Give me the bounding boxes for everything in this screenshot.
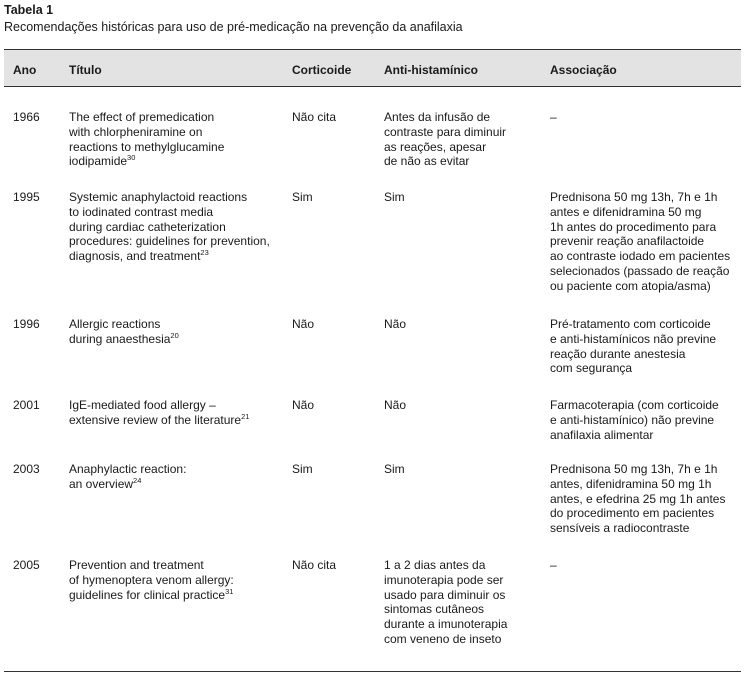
cell-ano: 1966 <box>13 110 40 124</box>
cell-line: diagnosis, and treatment <box>69 249 201 264</box>
cell-antihistaminico <box>384 110 506 169</box>
cell-corticoide: Não <box>292 398 315 412</box>
cell-associacao <box>550 558 557 573</box>
cell-line: imunoterapia pode ser <box>384 572 504 587</box>
cell-line: guidelines for clinical practice <box>69 587 226 602</box>
cell-line: selecionados (passado de reação <box>550 263 730 278</box>
cell-line: Allergic reactions <box>69 317 161 331</box>
cell-antihistaminico <box>384 317 406 332</box>
cell-associacao <box>550 190 730 294</box>
cell-associacao <box>550 398 719 442</box>
cell-associacao <box>550 317 716 376</box>
cell-line: sensíveis a radiocontraste <box>550 521 690 536</box>
table-caption: Recomendações históricas para uso de pré-medicação na prevenção da anafilaxia <box>4 20 463 34</box>
cell-line: Systemic anaphylactoid reactions <box>69 190 248 204</box>
reference-superscript: 24 <box>133 475 142 485</box>
reference-superscript: 20 <box>170 330 179 340</box>
cell-line: do procedimento em pacientes <box>550 506 715 521</box>
cell-antihistaminico <box>384 190 405 205</box>
cell-line: Prednisona 50 mg 13h, 7h e 1h <box>550 462 718 476</box>
cell-titulo <box>69 317 179 347</box>
header-corticoide: Corticoide <box>292 63 352 77</box>
cell-line: with chlorpheniramine on <box>69 124 203 139</box>
cell-ano: 2001 <box>13 398 40 412</box>
cell-titulo <box>69 558 234 602</box>
cell-line: Antes da infusão de <box>384 110 491 124</box>
cell-line: – <box>550 110 557 124</box>
cell-corticoide: Sim <box>292 190 313 204</box>
cell-line: contraste para diminuir <box>384 124 507 139</box>
table-label: Tabela 1 <box>4 3 54 17</box>
table-bottom-rule <box>4 671 741 672</box>
cell-line: Prednisona 50 mg 13h, 7h e 1h <box>550 190 718 204</box>
header-antihistaminico: Anti-histamínico <box>384 63 479 77</box>
cell-line: prevenir reação anafilactoide <box>550 234 705 249</box>
cell-titulo <box>69 190 270 264</box>
cell-line: during anaesthesia <box>69 331 171 346</box>
cell-titulo <box>69 462 186 492</box>
cell-line: ou paciente com atopia/asma) <box>550 278 711 293</box>
cell-antihistaminico <box>384 558 507 647</box>
cell-line: procedures: guidelines for prevention, <box>69 234 270 249</box>
cell-line: of hymenoptera venom allergy: <box>69 572 234 587</box>
reference-superscript: 31 <box>225 586 234 596</box>
cell-line: Farmacoterapia (com corticoide <box>550 398 719 412</box>
cell-line: 1 a 2 dias antes da <box>384 558 486 572</box>
cell-line: 1h antes do procedimento para <box>550 219 717 234</box>
cell-antihistaminico <box>384 398 406 413</box>
cell-line: as reações, apesar <box>384 139 487 154</box>
cell-line: antes e difenidramina 50 mg <box>550 204 702 219</box>
cell-ano: 1995 <box>13 190 40 204</box>
reference-superscript: 30 <box>127 153 136 163</box>
cell-line: The effect of premedication <box>69 110 215 124</box>
cell-line: Pré-tratamento com corticoide <box>550 317 711 331</box>
cell-line: extensive review of the literature <box>69 412 242 427</box>
cell-line: usado para diminuir os <box>384 587 506 602</box>
cell-line: Anaphylactic reaction: <box>69 462 187 476</box>
cell-line: e anti-histamínico) não previne <box>550 412 715 427</box>
header-ano: Ano <box>13 63 37 77</box>
cell-corticoide: Sim <box>292 462 313 476</box>
cell-line: durante a imunoterapia <box>384 617 508 632</box>
cell-antihistaminico <box>384 462 405 477</box>
header-titulo: Título <box>69 63 102 77</box>
cell-line: IgE-mediated food allergy – <box>69 398 216 412</box>
cell-associacao <box>550 462 725 536</box>
cell-line: Prevention and treatment <box>69 558 204 572</box>
cell-titulo <box>69 110 224 169</box>
cell-titulo <box>69 398 249 428</box>
cell-line: reação durante anestesia <box>550 346 686 361</box>
cell-line: Sim <box>384 190 405 204</box>
cell-line: – <box>550 558 557 572</box>
reference-superscript: 21 <box>241 411 250 421</box>
cell-line: com segurança <box>550 361 633 376</box>
cell-line: reactions to methylglucamine <box>69 139 225 154</box>
cell-line: sintomas cutâneos <box>384 602 485 617</box>
cell-line: iodipamide <box>69 154 128 169</box>
cell-line: an overview <box>69 476 134 491</box>
cell-ano: 2005 <box>13 558 40 572</box>
reference-superscript: 23 <box>200 248 209 258</box>
cell-line: Não <box>384 398 407 412</box>
cell-line: anafilaxia alimentar <box>550 427 654 442</box>
cell-line: com veneno de inseto <box>384 631 502 646</box>
cell-line: antes, difenidramina 50 mg 1h <box>550 476 712 491</box>
cell-associacao <box>550 110 557 125</box>
cell-line: Não <box>384 317 407 331</box>
cell-corticoide: Não <box>292 317 315 331</box>
cell-ano: 1996 <box>13 317 40 331</box>
cell-corticoide: Não cita <box>292 558 337 572</box>
cell-line: during cardiac catheterization <box>69 219 226 234</box>
cell-line: ao contraste iodado em pacientes <box>550 249 731 264</box>
cell-ano: 2003 <box>13 462 40 476</box>
header-associacao: Associação <box>550 63 617 77</box>
table-header-bar <box>4 49 741 87</box>
cell-line: de não as evitar <box>384 154 470 169</box>
cell-line: e anti-histamínicos não previne <box>550 331 717 346</box>
cell-line: to iodinated contrast media <box>69 204 214 219</box>
cell-line: antes, e efedrina 25 mg 1h antes <box>550 491 726 506</box>
cell-line: Sim <box>384 462 405 476</box>
cell-corticoide: Não cita <box>292 110 337 124</box>
